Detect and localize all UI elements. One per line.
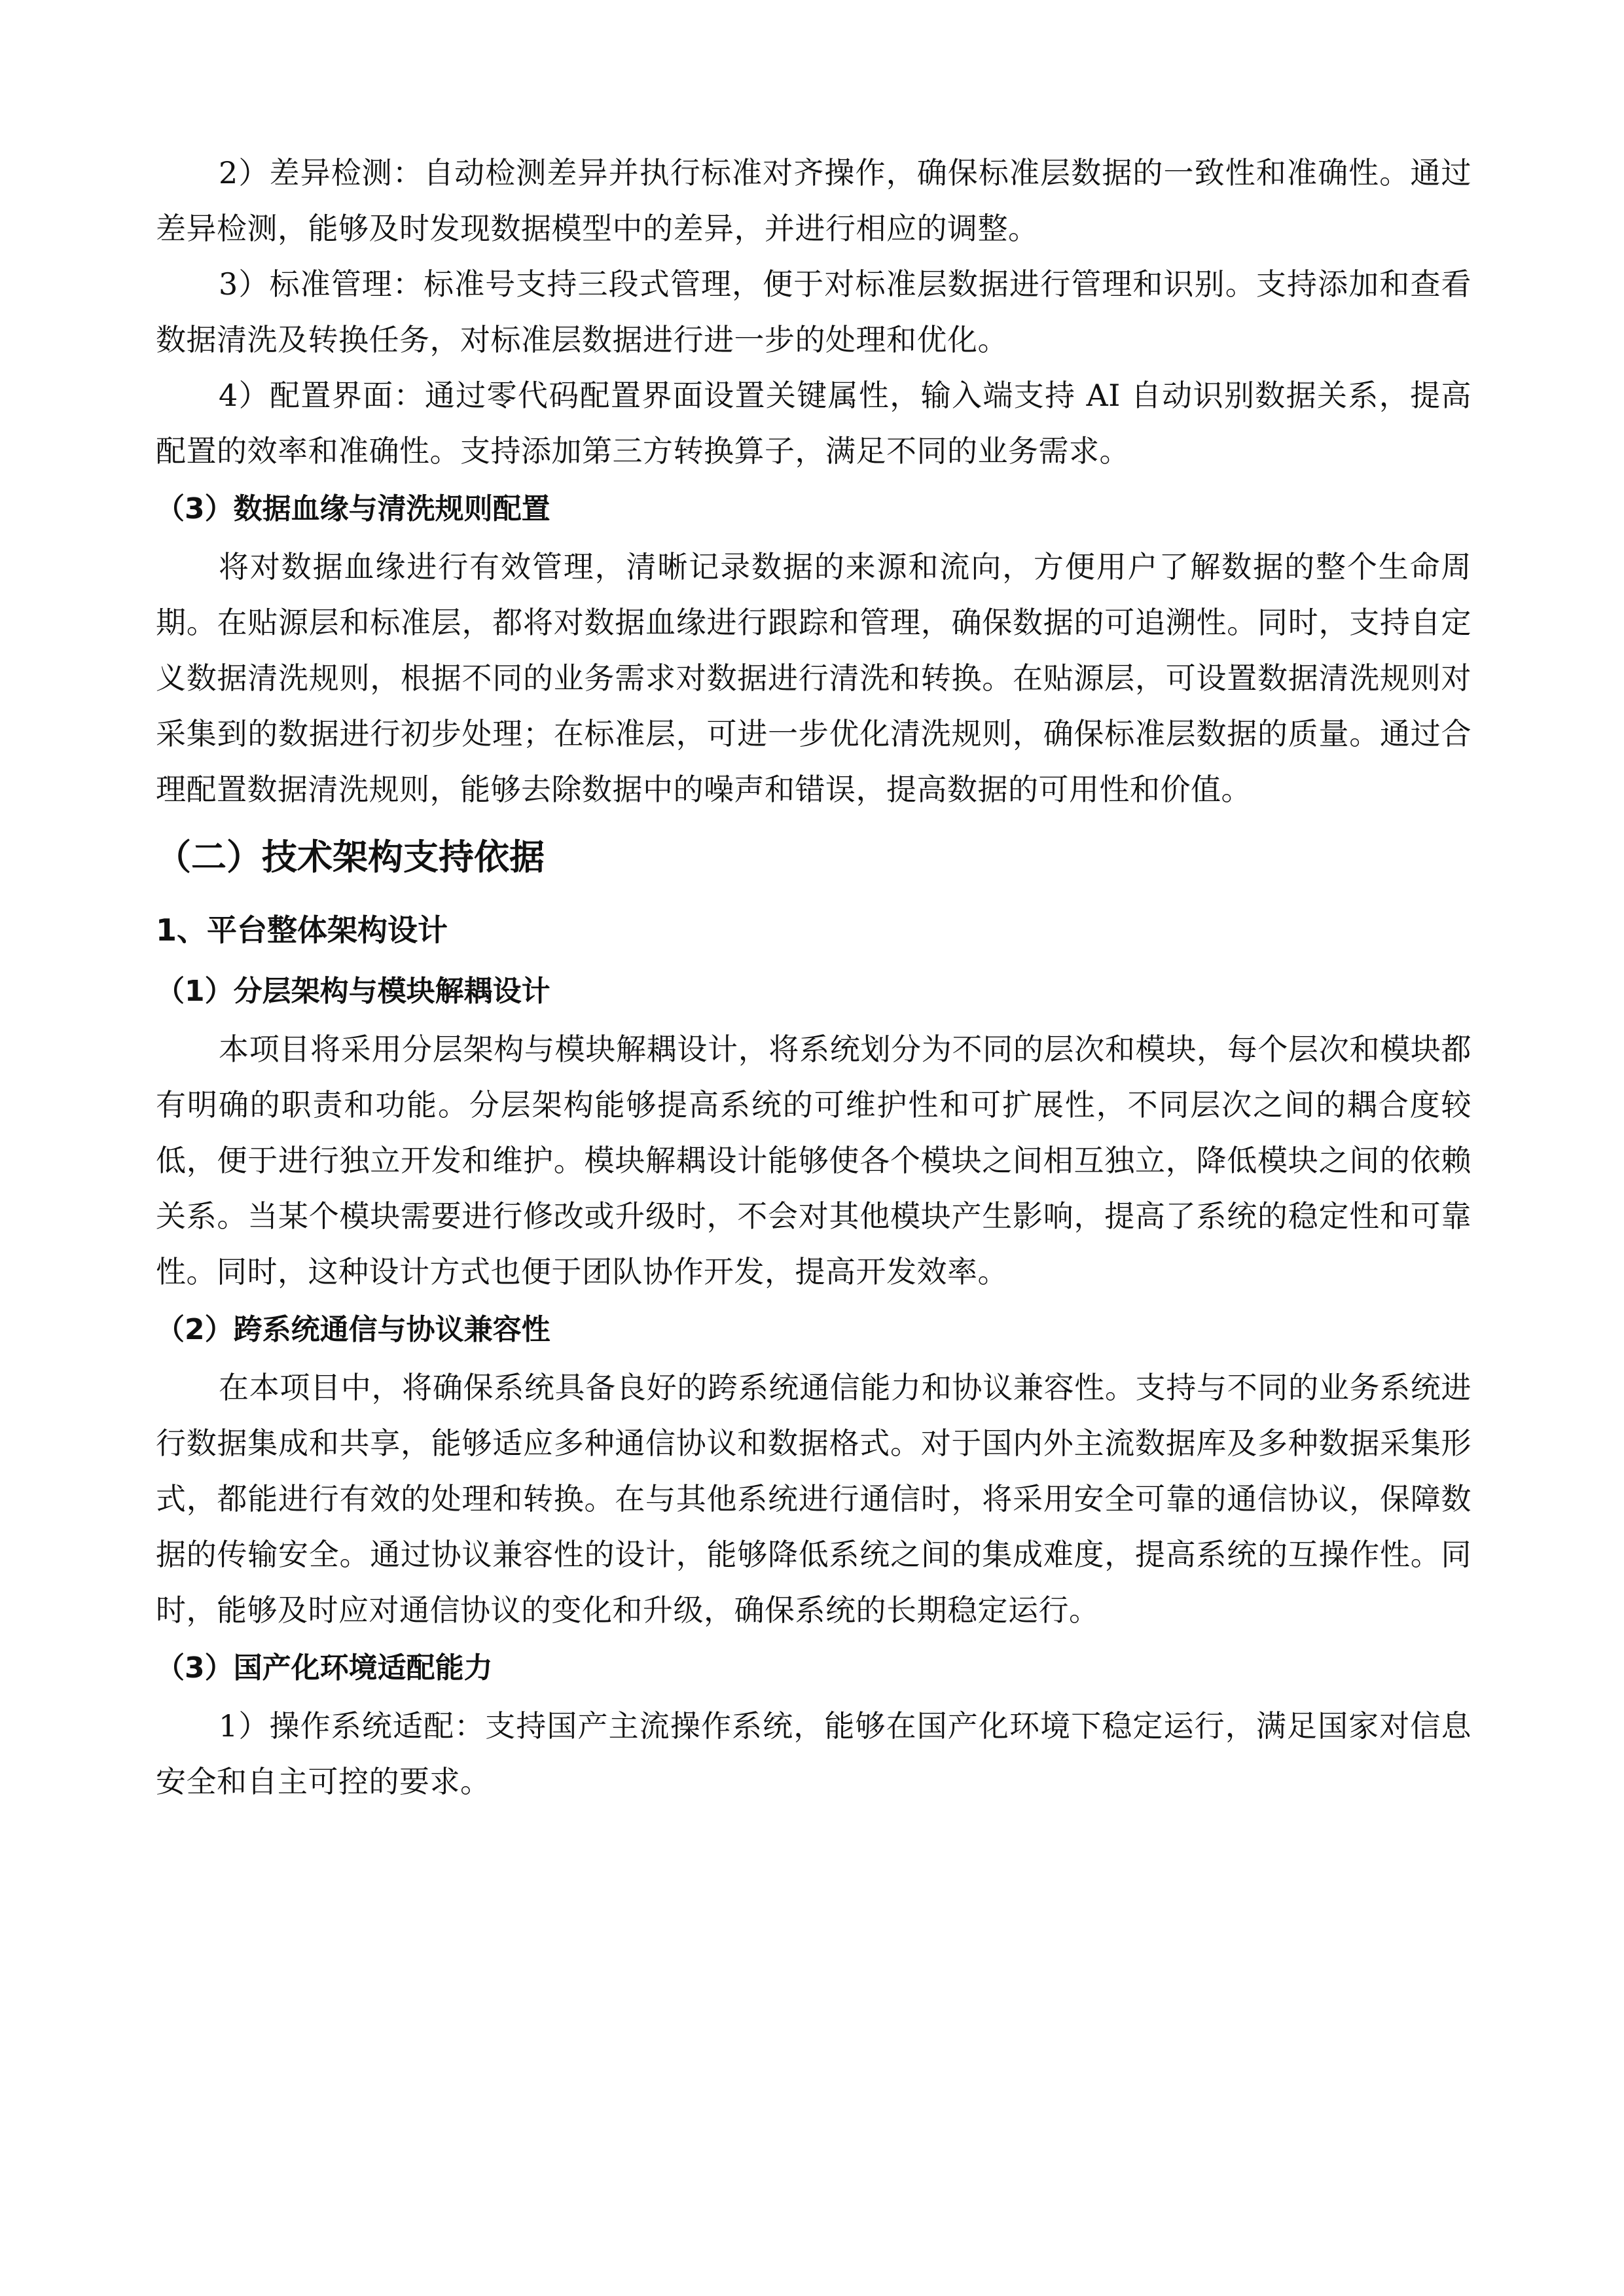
subsection-heading-platform: 1、平台整体架构设计	[156, 912, 448, 948]
heading-layered: （1）分层架构与模块解耦设计	[156, 975, 550, 1008]
paragraph-standard-management: 3）标准管理：标准号支持三段式管理，便于对标准层数据进行管理和识别。支持添加和查看数据清洗及转换任务，对标准层数据进行进一步的处理和优化。	[156, 266, 1471, 357]
heading-cross-system: （2）跨系统通信与协议兼容性	[156, 1313, 550, 1346]
paragraph-os: 1）操作系统适配：支持国产主流操作系统，能够在国产化环境下稳定运行，满足国家对信息安全和自主可控的要求。	[156, 1708, 1471, 1799]
paragraph-cross-system: 在本项目中，将确保系统具备良好的跨系统通信能力和协议兼容性。支持与不同的业务系统进行数据集成和共享，能够适应多种通信协议和数据格式。对于国内外主流数据库及多种数据采集形式，都能进行有效的处理和转换。在与其他系统进行通信时，将采用安全可靠的通信协议，保障数据的传输安全。通过协议兼容性的设计，能够降低系统之间的集成难度，提高系统的互操作性。同时，能够及时应对通信协议的变化和升级，确保系统的长期稳定运行。	[156, 1370, 1471, 1628]
heading-domestic: （3）国产化环境适配能力	[156, 1651, 493, 1685]
section-heading-tech: （二）技术架构支持依据	[156, 836, 545, 878]
paragraph-diff-detection: 2）差异检测：自动检测差异并执行标准对齐操作，确保标准层数据的一致性和准确性。通过差异检测，能够及时发现数据模型中的差异，并进行相应的调整。	[156, 155, 1471, 246]
paragraph-layered: 本项目将采用分层架构与模块解耦设计，将系统划分为不同的层次和模块，每个层次和模块都有明确的职责和功能。分层架构能够提高系统的可维护性和可扩展性，不同层次之间的耦合度较低，便于进行独立开发和维护。模块解耦设计能够使各个模块之间相互独立，降低模块之间的依赖关系。当某个模块需要进行修改或升级时，不会对其他模块产生影响，提高了系统的稳定性和可靠性。同时，这种设计方式也便于团队协作开发，提高开发效率。	[156, 1031, 1471, 1289]
heading-lineage: （3）数据血缘与清洗规则配置	[156, 492, 550, 526]
paragraph-lineage: 将对数据血缘进行有效管理，清晰记录数据的来源和流向，方便用户了解数据的整个生命周期。在贴源层和标准层，都将对数据血缘进行跟踪和管理，确保数据的可追溯性。同时，支持自定义数据清洗规则，根据不同的业务需求对数据进行清洗和转换。在贴源层，可设置数据清洗规则对采集到的数据进行初步处理；在标准层，可进一步优化清洗规则，确保标准层数据的质量。通过合理配置数据清洗规则，能够去除数据中的噪声和错误，提高数据的可用性和价值。	[156, 549, 1471, 807]
paragraph-config-ui: 4）配置界面：通过零代码配置界面设置关键属性，输入端支持 AI 自动识别数据关系，提高配置的效率和准确性。支持添加第三方转换算子，满足不同的业务需求。	[156, 378, 1471, 469]
document-body	[156, 145, 1471, 1810]
